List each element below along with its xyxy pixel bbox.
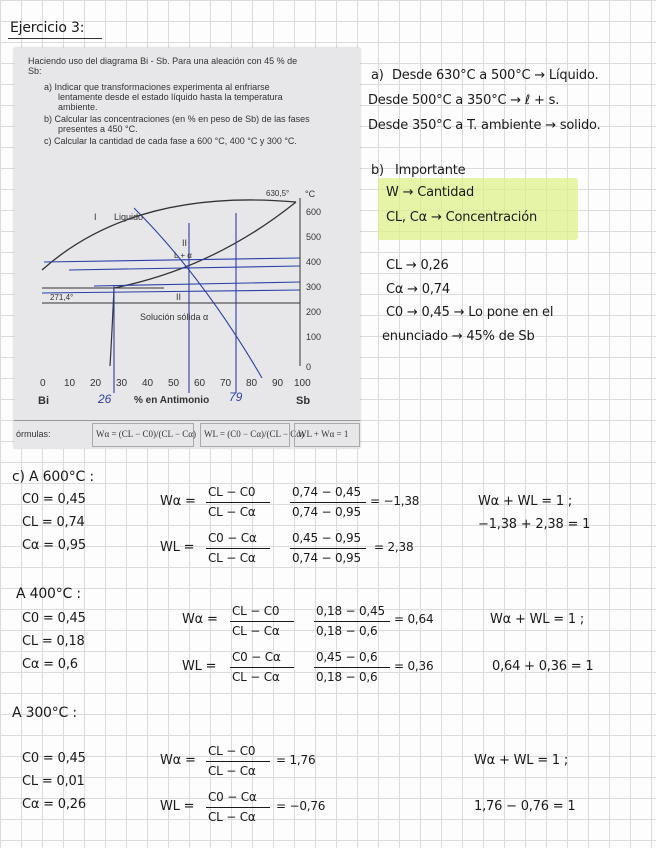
formulas-label: órmulas: bbox=[16, 429, 51, 439]
t600-wa-num: CL − C0 bbox=[208, 485, 256, 499]
t300-wl-res: = −0,76 bbox=[276, 799, 326, 813]
fraction-bar bbox=[206, 502, 270, 503]
fraction-bar bbox=[230, 667, 294, 668]
t300-c0: C0 = 0,45 bbox=[22, 751, 86, 766]
formula-sum: WL + Wα = 1 bbox=[298, 429, 349, 439]
x-axis-title: % en Antimonio bbox=[134, 395, 210, 406]
answer-cl: CL → 0,26 bbox=[386, 258, 449, 273]
x-left-label: Bi bbox=[38, 395, 49, 407]
t600-wl-res: = 2,38 bbox=[374, 540, 414, 554]
exercise-photo bbox=[14, 48, 360, 448]
answer-b-w: W → Cantidad bbox=[386, 185, 475, 200]
t600-wl-den: CL − Cα bbox=[208, 551, 256, 565]
solid-label: Solución sólida α bbox=[140, 312, 209, 322]
fraction-bar bbox=[290, 548, 366, 549]
y-tick: 0 bbox=[306, 362, 312, 372]
t400-wa-den: CL − Cα bbox=[232, 624, 280, 638]
t400-wl-den2: 0,18 − 0,6 bbox=[316, 670, 378, 684]
fraction-bar bbox=[314, 667, 390, 668]
part-c-label: c) A 600°C : bbox=[12, 469, 94, 485]
x-tick: 30 bbox=[116, 378, 128, 389]
t400-c0: C0 = 0,45 bbox=[22, 611, 86, 626]
fraction-bar bbox=[206, 761, 270, 762]
t600-wl-den2: 0,74 − 0,95 bbox=[292, 551, 361, 565]
t600-cl: CL = 0,74 bbox=[22, 515, 85, 530]
fraction-bar bbox=[314, 621, 390, 622]
x-tick: 40 bbox=[142, 378, 154, 389]
y-tick: 100 bbox=[306, 332, 322, 342]
formula-wl: WL = (C0 − Cα)/(CL − Cα) bbox=[204, 429, 304, 439]
t600-wl-lhs: WL = bbox=[160, 540, 195, 555]
statement-b-1: b) Calcular las concentraciones (en % en peso de Sb) de las fases bbox=[44, 114, 310, 124]
answer-a-line1: Desde 630°C a 500°C → Líquido. bbox=[392, 68, 599, 83]
t400-wa-num: CL − C0 bbox=[232, 604, 280, 618]
answer-ca: Cα → 0,74 bbox=[386, 282, 450, 297]
statement-a-3: ambiente. bbox=[58, 102, 98, 112]
t600-wl-num2: 0,45 − 0,95 bbox=[292, 531, 361, 545]
x-tick: 10 bbox=[64, 378, 76, 389]
t300-label: A 300°C : bbox=[12, 705, 77, 721]
title-underline bbox=[8, 38, 102, 39]
fraction-bar bbox=[230, 621, 294, 622]
t400-wa-res: = 0,64 bbox=[394, 612, 434, 626]
fraction-bar bbox=[206, 548, 270, 549]
y-tick: 500 bbox=[306, 232, 322, 242]
t400-cl: CL = 0,18 bbox=[22, 634, 85, 649]
page-title: Ejercicio 3: bbox=[10, 20, 85, 36]
statement-c-1: c) Calcular la cantidad de cada fase a 600 °C, 400 °C y 300 °C. bbox=[44, 136, 297, 146]
statement-b-2: presentes a 450 °C. bbox=[58, 124, 138, 134]
t300-sum2: 1,76 − 0,76 = 1 bbox=[474, 799, 576, 814]
statement-a-1: a) Indicar que transformaciones experimenta al enfriarse bbox=[44, 82, 270, 92]
t400-label: A 400°C : bbox=[16, 586, 81, 602]
liquid-label: Liquido bbox=[114, 212, 144, 222]
x-tick: 90 bbox=[272, 378, 284, 389]
region-III-label: II bbox=[176, 292, 182, 302]
statement-a-2: lentamente desde el estado líquido hasta la temperatura bbox=[58, 92, 283, 102]
t300-wl-lhs: WL = bbox=[160, 799, 195, 814]
formulas-strip bbox=[14, 420, 360, 449]
t400-wl-den: CL − Cα bbox=[232, 670, 280, 684]
solvus-curve bbox=[110, 288, 114, 366]
t400-ca: Cα = 0,6 bbox=[22, 657, 78, 672]
region-II-top: II bbox=[182, 238, 188, 248]
t300-wl-den: CL − Cα bbox=[208, 810, 256, 824]
x-tick: 50 bbox=[168, 378, 180, 389]
fraction-bar bbox=[290, 502, 366, 503]
t600-sum1: Wα + WL = 1 ; bbox=[478, 494, 573, 509]
statement-intro-2: Sb: bbox=[28, 66, 42, 76]
t400-sum2: 0,64 + 0,36 = 1 bbox=[492, 659, 594, 674]
x-right-label: Sb bbox=[296, 395, 311, 407]
t400-sum1: Wα + WL = 1 ; bbox=[490, 612, 585, 627]
x-tick: 100 bbox=[294, 378, 311, 389]
t600-wa-den2: 0,74 − 0,95 bbox=[292, 505, 361, 519]
answer-b-c: CL, Cα → Concentración bbox=[386, 210, 538, 225]
eutectic-temp-label: 271,4° bbox=[50, 293, 74, 302]
y-tick: 200 bbox=[306, 307, 322, 317]
t300-wa-den: CL − Cα bbox=[208, 764, 256, 778]
t300-wa-res: = 1,76 bbox=[276, 753, 316, 767]
y-tick-labels bbox=[306, 207, 321, 372]
fraction-bar bbox=[206, 807, 270, 808]
t400-wa-lhs: Wα = bbox=[182, 612, 218, 627]
t300-ca: Cα = 0,26 bbox=[22, 797, 86, 812]
unit-label: °C bbox=[305, 189, 316, 199]
answer-a-line3: Desde 350°C a T. ambiente → solido. bbox=[368, 118, 601, 133]
t600-ca: Cα = 0,95 bbox=[22, 538, 86, 553]
region-II-mid: L + α bbox=[174, 251, 192, 260]
hand-note-26: 26 bbox=[98, 392, 112, 406]
top-temp-label: 630,5° bbox=[266, 189, 290, 198]
answer-c0-line2: enunciado → 45% de Sb bbox=[382, 329, 535, 344]
hand-note-79: 79 bbox=[229, 390, 243, 404]
x-tick: 60 bbox=[194, 378, 206, 389]
t400-wl-lhs: WL = bbox=[182, 659, 217, 674]
t300-wl-num: C0 − Cα bbox=[208, 790, 257, 804]
y-tick: 400 bbox=[306, 257, 322, 267]
t400-wa-num2: 0,18 − 0,45 bbox=[316, 604, 385, 618]
x-tick: 80 bbox=[246, 378, 258, 389]
hand-tie-lines bbox=[42, 208, 300, 393]
t400-wl-num2: 0,45 − 0,6 bbox=[316, 650, 378, 664]
x-tick: 0 bbox=[40, 378, 46, 389]
t600-c0: C0 = 0,45 bbox=[22, 492, 86, 507]
answer-b-label: b) bbox=[371, 163, 384, 178]
answer-b-important: Importante bbox=[395, 163, 466, 178]
t600-wa-res: = −1,38 bbox=[370, 494, 420, 508]
y-tick: 300 bbox=[306, 282, 322, 292]
answer-c0-line1: C0 → 0,45 → Lo pone en el bbox=[386, 305, 554, 320]
liquidus-curve bbox=[42, 200, 296, 270]
t600-wa-den: CL − Cα bbox=[208, 505, 256, 519]
t400-wl-num: C0 − Cα bbox=[232, 650, 281, 664]
x-tick-labels bbox=[40, 378, 311, 389]
t300-cl: CL = 0,01 bbox=[22, 774, 85, 789]
t600-sum2: −1,38 + 2,38 = 1 bbox=[478, 517, 591, 532]
t400-wa-den2: 0,18 − 0,6 bbox=[316, 624, 378, 638]
region-I-label: I bbox=[94, 212, 97, 222]
x-tick: 20 bbox=[90, 378, 102, 389]
x-tick: 70 bbox=[220, 378, 232, 389]
t600-wa-lhs: Wα = bbox=[160, 494, 196, 509]
t300-sum1: Wα + WL = 1 ; bbox=[474, 753, 569, 768]
answer-a-line2: Desde 500°C a 350°C → ℓ + s. bbox=[368, 93, 560, 108]
phase-diagram bbox=[14, 48, 360, 420]
formula-wa: Wα = (CL − C0)/(CL − Cα) bbox=[96, 429, 196, 439]
statement-intro-1: Haciendo uso del diagrama Bi - Sb. Para una aleación con 45 % de bbox=[28, 56, 298, 66]
t300-wa-lhs: Wα = bbox=[160, 753, 196, 768]
answer-a-label: a) bbox=[371, 68, 384, 83]
t300-wa-num: CL − C0 bbox=[208, 744, 256, 758]
t600-wl-num: C0 − Cα bbox=[208, 531, 257, 545]
y-tick: 600 bbox=[306, 207, 322, 217]
t400-wl-res: = 0,36 bbox=[394, 659, 434, 673]
t600-wa-num2: 0,74 − 0,45 bbox=[292, 485, 361, 499]
